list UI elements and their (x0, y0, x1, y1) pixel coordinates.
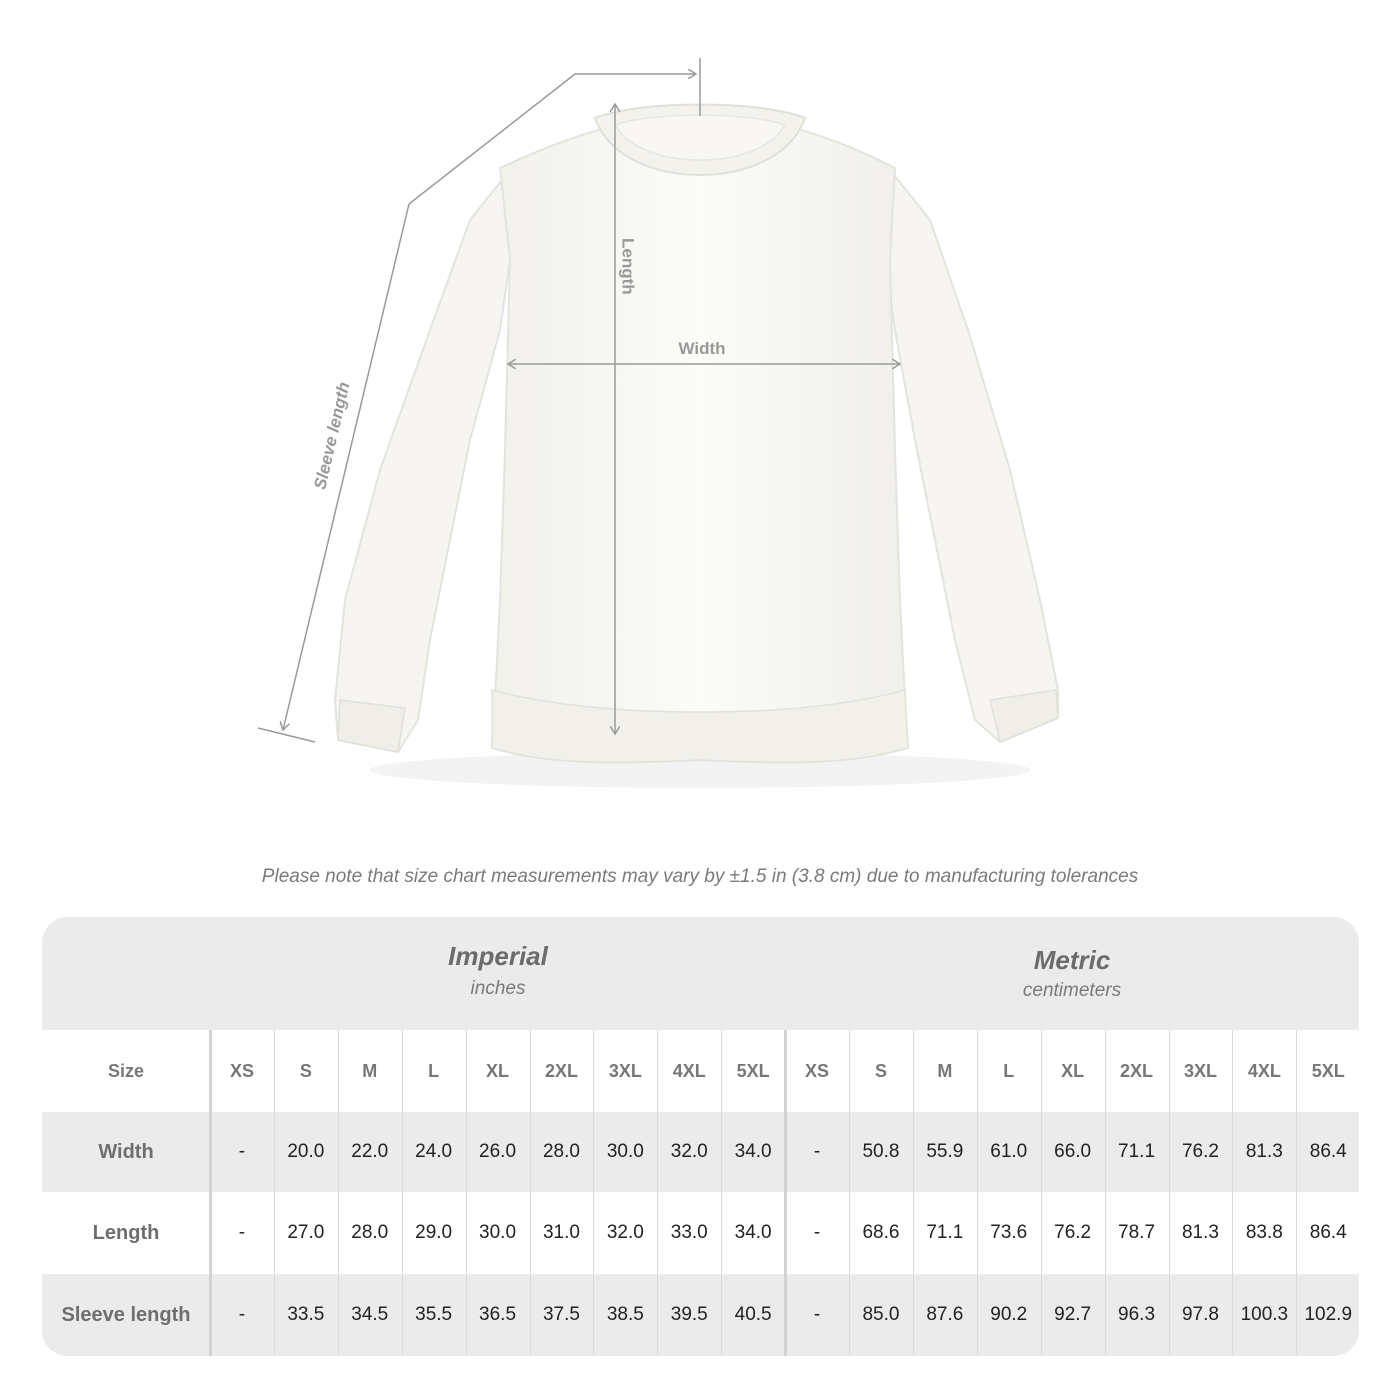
imperial-value-cell: 20.0 (287, 1141, 325, 1162)
metric-value-cell: 85.0 (862, 1304, 900, 1325)
imperial-value-cell: 34.5 (351, 1304, 389, 1325)
metric-value-cell: 92.7 (1054, 1304, 1092, 1325)
size-column-label: Size (107, 1060, 145, 1081)
sweatshirt-graphic (335, 105, 1058, 763)
imperial-value-cell: 39.5 (670, 1304, 708, 1325)
metric-value-cell: 71.1 (926, 1222, 964, 1243)
metric-value-cell: 97.8 (1181, 1304, 1219, 1325)
row-label: Length (92, 1221, 160, 1244)
metric-value-cell: 81.3 (1181, 1222, 1219, 1243)
metric-value-cell: 102.9 (1304, 1304, 1353, 1325)
imperial-size-header: L (428, 1060, 440, 1081)
imperial-value-cell: 32.0 (606, 1222, 644, 1243)
column-divider (402, 1030, 403, 1356)
imperial-size-header: 5XL (736, 1060, 770, 1081)
imperial-value-cell: 34.0 (734, 1222, 772, 1243)
imperial-value-cell: 32.0 (670, 1141, 708, 1162)
column-divider (1296, 1030, 1297, 1356)
metric-value-cell: - (813, 1141, 821, 1162)
imperial-value-cell: 24.0 (415, 1141, 453, 1162)
imperial-value-cell: 36.5 (479, 1304, 517, 1325)
metric-value-cell: 76.2 (1181, 1141, 1219, 1162)
tolerance-note: Please note that size chart measurements may vary by ±1.5 in (3.8 cm) due to manufacturing tolerances (261, 866, 1139, 887)
metric-value-cell: 55.9 (926, 1141, 964, 1162)
metric-value-cell: - (813, 1222, 821, 1243)
metric-value-cell: 100.3 (1240, 1304, 1289, 1325)
imperial-value-cell: 30.0 (479, 1222, 517, 1243)
imperial-value-cell: 33.0 (670, 1222, 708, 1243)
column-divider (657, 1030, 658, 1356)
row-label: Sleeve length (61, 1303, 191, 1326)
imperial-value-cell: 37.5 (542, 1304, 580, 1325)
imperial-value-cell: - (238, 1141, 246, 1162)
table-system-header (42, 917, 1359, 1030)
metric-size-header: 5XL (1311, 1060, 1345, 1081)
imperial-value-cell: 35.5 (415, 1304, 453, 1325)
imperial-unit: inches (470, 978, 526, 999)
metric-size-header: 3XL (1183, 1060, 1217, 1081)
metric-value-cell: 83.8 (1245, 1222, 1283, 1243)
sleeve-length-label: Sleeve length (310, 380, 354, 492)
metric-value-cell: 76.2 (1054, 1222, 1092, 1243)
imperial-value-cell: 28.0 (351, 1222, 389, 1243)
column-divider (849, 1030, 850, 1356)
metric-value-cell: 81.3 (1245, 1141, 1283, 1162)
metric-value-cell: 78.7 (1118, 1222, 1156, 1243)
imperial-value-cell: 26.0 (479, 1141, 517, 1162)
metric-size-header: XS (805, 1060, 830, 1081)
metric-value-cell: 96.3 (1118, 1304, 1156, 1325)
metric-value-cell: - (813, 1304, 821, 1325)
table-row (42, 1192, 1359, 1274)
imperial-size-header: S (299, 1060, 312, 1081)
column-divider (977, 1030, 978, 1356)
column-divider (1232, 1030, 1233, 1356)
imperial-size-header: XS (229, 1060, 254, 1081)
size-chart-table (42, 917, 1359, 1356)
table-row (42, 1112, 1359, 1192)
imperial-value-cell: 28.0 (542, 1141, 580, 1162)
imperial-value-cell: 27.0 (287, 1222, 325, 1243)
imperial-value-cell: 30.0 (606, 1141, 644, 1162)
column-divider (784, 1030, 787, 1356)
imperial-size-header: 2XL (544, 1060, 578, 1081)
imperial-header (210, 917, 786, 1030)
imperial-size-header: 3XL (608, 1060, 642, 1081)
imperial-title: Imperial (448, 941, 548, 971)
metric-value-cell: 50.8 (862, 1141, 900, 1162)
metric-value-cell: 71.1 (1118, 1141, 1156, 1162)
metric-size-header: L (1003, 1060, 1015, 1081)
imperial-value-cell: 33.5 (287, 1304, 325, 1325)
imperial-value-cell: 29.0 (415, 1222, 453, 1243)
metric-value-cell: 61.0 (990, 1141, 1028, 1162)
metric-size-header: XL (1061, 1060, 1085, 1081)
length-label: Length (618, 238, 638, 295)
column-divider (466, 1030, 467, 1356)
metric-unit: centimeters (1022, 980, 1122, 1001)
imperial-size-header: 4XL (672, 1060, 706, 1081)
metric-title: Metric (1033, 945, 1111, 975)
imperial-value-cell: 31.0 (542, 1222, 580, 1243)
column-divider (1169, 1030, 1170, 1356)
imperial-value-cell: 34.0 (734, 1141, 772, 1162)
imperial-value-cell: 38.5 (606, 1304, 644, 1325)
imperial-value-cell: 40.5 (734, 1304, 772, 1325)
column-divider (721, 1030, 722, 1356)
metric-header (785, 917, 1359, 1030)
metric-value-cell: 87.6 (926, 1304, 964, 1325)
metric-size-header: S (874, 1060, 887, 1081)
column-divider (913, 1030, 914, 1356)
metric-value-cell: 66.0 (1054, 1141, 1092, 1162)
table-row (42, 1274, 1359, 1356)
size-header-row (42, 1030, 1359, 1112)
metric-value-cell: 90.2 (990, 1304, 1028, 1325)
metric-size-header: M (937, 1060, 953, 1081)
imperial-value-cell: 22.0 (351, 1141, 389, 1162)
width-label: Width (678, 339, 726, 358)
imperial-value-cell: - (238, 1222, 246, 1243)
imperial-size-header: M (362, 1060, 378, 1081)
metric-size-header: 2XL (1120, 1060, 1154, 1081)
column-divider (1105, 1030, 1106, 1356)
imperial-value-cell: - (238, 1304, 246, 1325)
metric-size-header: 4XL (1247, 1060, 1281, 1081)
column-divider (1041, 1030, 1042, 1356)
metric-value-cell: 68.6 (862, 1222, 900, 1243)
column-divider (274, 1030, 275, 1356)
imperial-size-header: XL (486, 1060, 510, 1081)
column-divider (530, 1030, 531, 1356)
column-divider (338, 1030, 339, 1356)
metric-value-cell: 86.4 (1309, 1222, 1347, 1243)
metric-value-cell: 86.4 (1309, 1141, 1347, 1162)
column-divider (209, 1030, 212, 1356)
metric-value-cell: 73.6 (990, 1222, 1028, 1243)
column-divider (593, 1030, 594, 1356)
row-label: Width (98, 1140, 154, 1163)
